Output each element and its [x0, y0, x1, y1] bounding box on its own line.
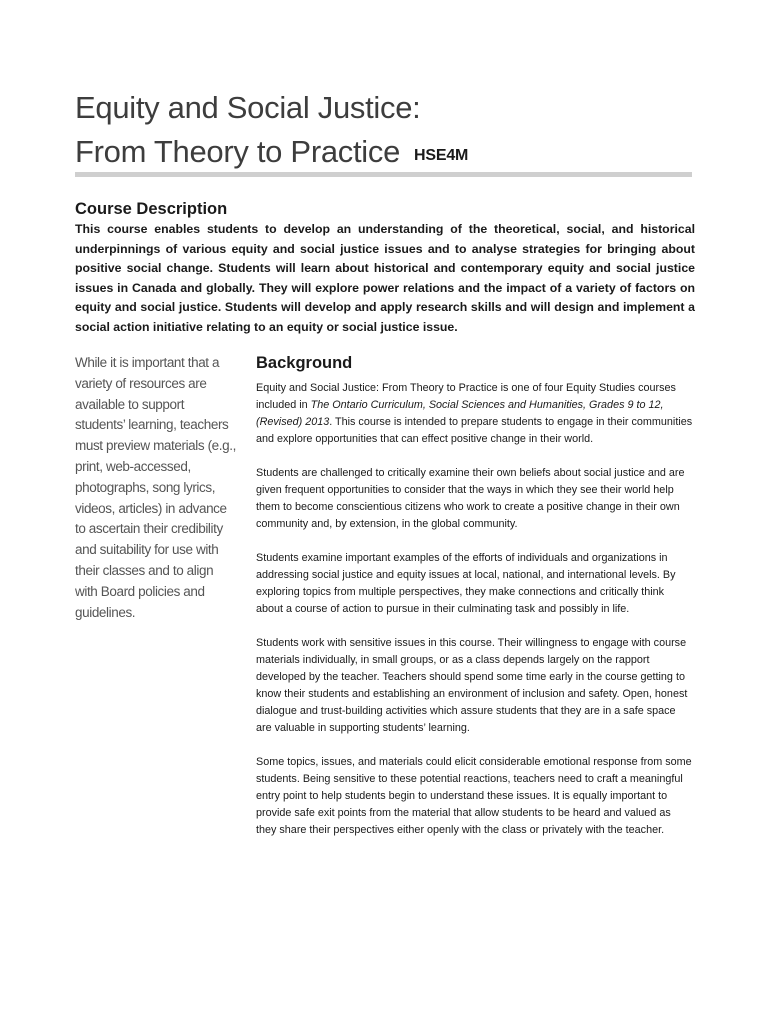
course-description-body: This course enables students to develop an understanding of the theoretical, social, and historical underpinnings of various equity and social justice issues and to analyse strategies for bringing about positive social change. Students will learn about historical and contemporary equity and social justice issues in Canada and globally. They will explore power relations and the impact of a variety of factors on equity and social justice. Students will develop and apply research skills and will design and implement a social action initiative relating to an equity or social justice issue.: [75, 222, 695, 334]
title-line-2: [75, 130, 695, 178]
title-line-2-text: From Theory to Practice: [75, 134, 401, 169]
course-description-heading: Course Description: [75, 200, 228, 218]
background-paragraph-2: Students are challenged to critically examine their own beliefs about social justice and are given frequent opportunities to consider that the ways in which they see their world help them to become conscientious citizens who work to create a positive change in their own community and, by extension, in the global community.: [256, 467, 685, 530]
background-paragraph-5: Some topics, issues, and materials could elicit considerable emotional response from some students. Being sensitive to these potential reactions, teachers need to craft a meaningful entry point to help students begin to understand these issues. It is equally important to provide safe exit points from the material that allow students to be heard and valued as they share their perspectives either openly with the class or privately with the teacher.: [256, 756, 692, 836]
background-paragraph-1-rest: . This course is intended to prepare students to engage in their communities and explore opportunities that can effect positive change in their world.: [256, 416, 693, 445]
sidebar-note: While it is important that a variety of resources are available to support students’ learning, teachers must preview materials (e.g., print, web-accessed, photographs, song lyrics, videos, articles) in advance to ascertain their credibility and suitability for use with their classes and to align with Board policies and guidelines.: [75, 355, 236, 620]
page-title: [75, 86, 695, 178]
background-paragraph-1: [256, 380, 694, 448]
title-line-1: Equity and Social Justice:: [75, 90, 421, 125]
course-description-section: [75, 198, 695, 337]
background-paragraph-4: Students work with sensitive issues in this course. Their willingness to engage with course materials individually, in small groups, or as a class depends largely on the rapport developed by the teacher. Teachers should spend some time early in the course getting to know their students and establishing an environment of inclusion and safety. Open, honest dialogue and trust-building activities which assure students that they are in a safe space are valuable in supporting students’ learning.: [256, 637, 688, 734]
background-paragraph-1-intro: Equity and Social Justice: From Theory to Practice is one of four Equity Studies courses included in: [256, 382, 676, 411]
background-heading: Background: [256, 354, 353, 372]
title-divider: [75, 172, 692, 177]
curriculum-title: The Ontario Curriculum, Social Sciences and Humanities, Grades 9 to 12, (Revised) 2013: [256, 399, 664, 428]
background-section: [256, 352, 694, 856]
course-code: HSE4M: [414, 147, 469, 164]
background-paragraph-3: Students examine important examples of the efforts of individuals and organizations in addressing social justice and equity issues at local, national, and international levels. By exploring topics from multiple perspectives, they make connections and critically think about a course of action to pursue in their culminating task and possibly in life.: [256, 552, 676, 615]
